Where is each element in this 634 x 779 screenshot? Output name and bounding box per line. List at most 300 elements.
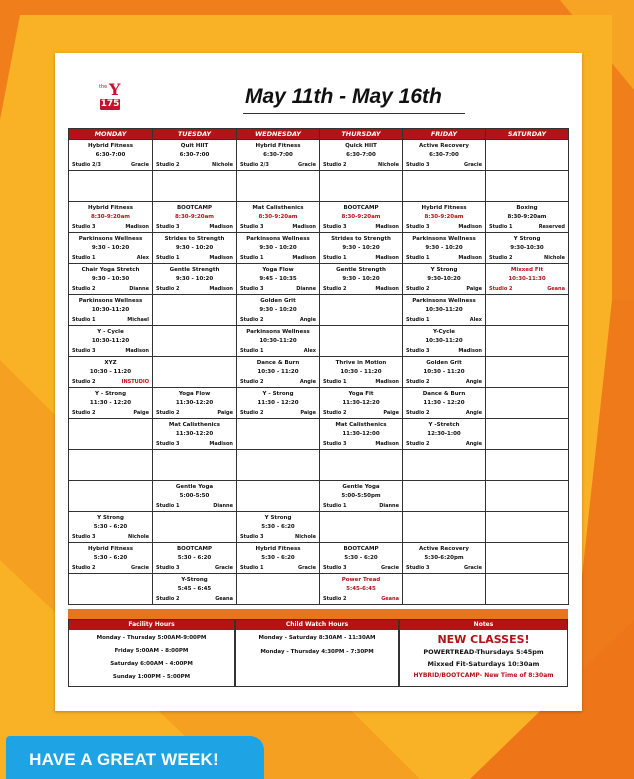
class-name: Yoga Flow xyxy=(262,267,294,273)
empty-cell xyxy=(486,295,569,326)
empty-cell xyxy=(69,481,153,512)
class-name: Active Recovery xyxy=(419,143,469,149)
empty-cell xyxy=(403,512,486,543)
title-underline xyxy=(243,113,465,114)
class-schedule-table xyxy=(68,128,569,605)
schedule-row xyxy=(69,295,569,326)
class-name: Y - Strong xyxy=(94,391,127,397)
class-studio: Studio 1 xyxy=(323,503,347,509)
schedule-row xyxy=(69,543,569,574)
class-cell xyxy=(153,419,237,450)
notes-panel xyxy=(399,619,568,687)
class-instructor: INSTUDIO xyxy=(121,379,149,385)
class-cell xyxy=(237,295,320,326)
empty-cell xyxy=(153,171,237,202)
class-instructor: Gracie xyxy=(297,162,316,168)
class-studio: Studio 1 xyxy=(406,317,430,323)
class-cell xyxy=(237,233,320,264)
class-time: 9:30 - 10:20 xyxy=(342,245,380,251)
class-time: 10:30 - 11:20 xyxy=(340,369,382,375)
class-cell xyxy=(403,419,486,450)
class-time: 6:30-7:00 xyxy=(429,152,459,158)
notes-line: HYBRID/BOOTCAMP- New Time of 8:30am xyxy=(413,672,554,679)
class-instructor: Dianne xyxy=(129,286,149,292)
class-time: 5:30 - 6:20 xyxy=(177,555,212,561)
class-studio: Studio 3 xyxy=(72,348,96,354)
class-time: 11:30-12:20 xyxy=(175,400,214,406)
class-name: Mixxed Fit xyxy=(510,267,544,273)
class-cell xyxy=(237,512,320,543)
empty-cell xyxy=(153,295,237,326)
greeting-banner xyxy=(6,736,264,779)
empty-cell xyxy=(403,171,486,202)
schedule-body xyxy=(69,140,569,605)
class-instructor: Reserved xyxy=(538,224,565,230)
logo-the: the xyxy=(99,84,108,90)
class-instructor: Madison xyxy=(375,379,399,385)
class-cell xyxy=(320,264,403,295)
class-time: 10:30-11:20 xyxy=(425,307,463,313)
empty-cell xyxy=(403,450,486,481)
empty-cell xyxy=(320,450,403,481)
class-instructor: Gracie xyxy=(463,162,482,168)
logo-anniversary: 175 xyxy=(100,99,120,109)
class-instructor: Dianne xyxy=(213,503,233,509)
class-time: 10:30-11:20 xyxy=(259,338,297,344)
child-watch-line: Monday - Thursday 4:30PM - 7:30PM xyxy=(260,649,374,655)
class-instructor: Gracie xyxy=(380,565,399,571)
class-name: Strides to Strength xyxy=(164,236,225,242)
class-name: Y Strong xyxy=(430,267,458,273)
class-cell xyxy=(69,357,153,388)
new-classes-headline: NEW CLASSES! xyxy=(437,633,530,646)
class-cell xyxy=(320,140,403,171)
class-name: Y - Strong xyxy=(262,391,294,397)
class-time: 9:30 - 10:20 xyxy=(91,245,130,251)
class-cell xyxy=(237,202,320,233)
class-instructor: Nichole xyxy=(212,162,233,168)
class-name: Mat Calisthenics xyxy=(168,422,221,428)
class-cell xyxy=(69,233,153,264)
class-cell xyxy=(69,140,153,171)
class-cell xyxy=(153,233,237,264)
class-instructor: Madison xyxy=(375,441,399,447)
schedule-row xyxy=(69,481,569,512)
class-time: 10:30-11:20 xyxy=(425,338,463,344)
class-time: 11:30 - 12:20 xyxy=(257,400,299,406)
class-time: 11:30-12:20 xyxy=(175,431,214,437)
class-time: 10:30-11:20 xyxy=(91,338,130,344)
class-instructor: Nichole xyxy=(378,162,399,168)
empty-cell xyxy=(69,171,153,202)
class-studio: Studio 2 xyxy=(240,410,264,416)
class-instructor: Alex xyxy=(469,317,482,323)
class-instructor: Gracie xyxy=(297,565,316,571)
empty-cell xyxy=(320,326,403,357)
class-name: BOOTCAMP xyxy=(343,205,379,211)
class-studio: Studio 2 xyxy=(406,379,430,385)
class-time: 9:30 - 10:30 xyxy=(91,276,130,282)
class-studio: Studio 2 xyxy=(72,410,96,416)
class-instructor: Dianne xyxy=(379,503,399,509)
class-studio: Studio 3 xyxy=(240,224,264,230)
class-cell xyxy=(486,233,569,264)
class-name: XYZ xyxy=(104,360,117,366)
class-cell xyxy=(153,388,237,419)
class-cell xyxy=(69,264,153,295)
class-studio: Studio 1 xyxy=(323,255,347,261)
class-studio: Studio 3 xyxy=(72,534,96,540)
class-time: 8:30-9:20am xyxy=(424,214,464,220)
day-header: WEDNESDAY xyxy=(237,129,320,140)
empty-cell xyxy=(237,574,320,605)
class-instructor: Madison xyxy=(458,348,482,354)
class-studio: Studio 2 xyxy=(72,286,96,292)
class-instructor: Alex xyxy=(303,348,316,354)
class-cell xyxy=(320,357,403,388)
class-cell xyxy=(320,202,403,233)
empty-cell xyxy=(237,419,320,450)
class-cell xyxy=(69,543,153,574)
notes-header: Notes xyxy=(400,620,567,630)
empty-cell xyxy=(69,574,153,605)
schedule-row xyxy=(69,357,569,388)
class-name: Golden Grit xyxy=(260,298,296,304)
class-time: 5:30-6:20pm xyxy=(424,555,464,561)
class-time: 10:30 - 11:20 xyxy=(423,369,465,375)
class-name: Y-Strong xyxy=(181,577,208,583)
class-name: Boxing xyxy=(516,205,538,211)
empty-cell xyxy=(153,357,237,388)
class-studio: Studio 2 xyxy=(489,255,513,261)
class-cell xyxy=(153,481,237,512)
class-time: 9:30 - 10:20 xyxy=(175,245,214,251)
class-name: Strides to Strength xyxy=(331,236,391,242)
schedule-row xyxy=(69,140,569,171)
class-cell xyxy=(153,264,237,295)
class-time: 5:45-6:45 xyxy=(346,586,376,592)
schedule-row xyxy=(69,326,569,357)
class-cell xyxy=(237,264,320,295)
class-instructor: Nichole xyxy=(128,534,149,540)
class-name: Mat Calisthenics xyxy=(335,422,387,428)
class-cell xyxy=(153,543,237,574)
class-studio: Studio 3 xyxy=(323,441,347,447)
day-header: FRIDAY xyxy=(403,129,486,140)
class-name: Hybrid Fitness xyxy=(87,546,134,552)
empty-cell xyxy=(237,481,320,512)
class-time: 11:30 - 12:20 xyxy=(423,400,465,406)
notes-line: Mixxed Fit-Saturdays 10:30am xyxy=(427,660,540,668)
class-name: Hybrid Fitness xyxy=(255,546,301,552)
class-instructor: Madison xyxy=(458,255,482,261)
class-name: Gentle Strength xyxy=(169,267,220,273)
empty-cell xyxy=(153,326,237,357)
class-cell xyxy=(69,202,153,233)
class-name: Quick HIIT xyxy=(345,143,377,149)
class-name: Hybrid Fitness xyxy=(87,205,134,211)
class-instructor: Madison xyxy=(375,224,399,230)
class-studio: Studio 1 xyxy=(72,317,96,323)
class-instructor: Madison xyxy=(209,286,233,292)
class-name: Y-Cycle xyxy=(433,329,455,335)
class-name: Dance & Burn xyxy=(256,360,300,366)
class-instructor: Alex xyxy=(136,255,149,261)
class-cell xyxy=(320,481,403,512)
child-watch-line: Monday - Saturday 8:30AM - 11:30AM xyxy=(258,635,376,641)
class-cell xyxy=(153,574,237,605)
empty-cell xyxy=(486,574,569,605)
class-name: BOOTCAMP xyxy=(176,205,213,211)
class-name: Y - Cycle xyxy=(97,329,124,335)
class-time: 11:30-12:00 xyxy=(342,431,380,437)
class-instructor: Gracie xyxy=(130,565,149,571)
class-cell xyxy=(69,295,153,326)
class-cell xyxy=(237,388,320,419)
class-instructor: Madison xyxy=(458,224,482,230)
class-instructor: Madison xyxy=(209,255,233,261)
class-name: Parkinsons Wellness xyxy=(78,298,143,304)
empty-cell xyxy=(237,450,320,481)
class-studio: Studio 2 xyxy=(406,410,430,416)
class-time: 5:00-5:50pm xyxy=(341,493,381,499)
day-header: TUESDAY xyxy=(153,129,237,140)
class-cell xyxy=(403,202,486,233)
class-cell xyxy=(403,295,486,326)
class-studio: Studio 2 xyxy=(489,286,513,292)
day-header: SATURDAY xyxy=(486,129,569,140)
class-cell xyxy=(153,140,237,171)
class-time: 6:30-7:00 xyxy=(263,152,293,158)
class-studio: Studio 2 xyxy=(323,596,347,602)
schedule-row xyxy=(69,202,569,233)
class-cell xyxy=(320,574,403,605)
class-time: 9:30 - 10:20 xyxy=(175,276,214,282)
class-time: 6:30-7:00 xyxy=(346,152,376,158)
class-time: 5:30 - 6:20 xyxy=(261,555,295,561)
class-studio: Studio 1 xyxy=(489,224,513,230)
facility-hours-line: Sunday 1:00PM - 5:00PM xyxy=(112,674,191,680)
class-studio: Studio 2/3 xyxy=(240,162,269,168)
class-name: Hybrid Fitness xyxy=(255,143,301,149)
class-time: 5:00-5:50 xyxy=(179,493,210,499)
class-name: Gentle Yoga xyxy=(175,484,214,490)
class-name: Thrive in Motion xyxy=(335,360,387,366)
class-cell xyxy=(403,264,486,295)
class-instructor: Madison xyxy=(292,224,316,230)
schedule-sheet xyxy=(55,53,582,711)
class-name: Yoga Fit xyxy=(348,391,374,397)
class-name: Yoga Flow xyxy=(178,391,211,397)
facility-hours-header: Facility Hours xyxy=(69,620,234,630)
class-time: 8:30-9:20am xyxy=(174,214,215,220)
class-name: Hybrid Fitness xyxy=(87,143,134,149)
class-instructor: Nichole xyxy=(295,534,316,540)
class-instructor: Paige xyxy=(133,410,149,416)
class-studio: Studio 1 xyxy=(156,503,180,509)
schedule-row xyxy=(69,264,569,295)
class-studio: Studio 3 xyxy=(406,348,430,354)
empty-cell xyxy=(403,481,486,512)
class-time: 9:45 - 10:35 xyxy=(259,276,297,282)
class-studio: Studio 2 xyxy=(72,565,96,571)
class-name: BOOTCAMP xyxy=(343,546,379,552)
class-name: Parkinsons Wellness xyxy=(246,329,310,335)
class-cell xyxy=(486,202,569,233)
empty-cell xyxy=(320,512,403,543)
class-cell xyxy=(403,326,486,357)
class-cell xyxy=(320,419,403,450)
facility-hours-line: Monday - Thursday 5:00AM-9:00PM xyxy=(96,635,207,641)
class-studio: Studio 2 xyxy=(406,286,430,292)
ymca-logo xyxy=(95,82,131,114)
class-instructor: Geana xyxy=(381,596,399,602)
class-studio: Studio 2 xyxy=(323,410,347,416)
class-cell xyxy=(320,388,403,419)
class-time: 11:30-12:20 xyxy=(342,400,380,406)
class-studio: Studio 3 xyxy=(156,565,180,571)
class-name: Golden Grit xyxy=(426,360,462,366)
empty-cell xyxy=(486,171,569,202)
class-time: 10:30 - 11:20 xyxy=(89,369,132,375)
notes-line: POWERTREAD-Thursdays 5:45pm xyxy=(423,648,544,656)
schedule-row xyxy=(69,171,569,202)
empty-cell xyxy=(486,388,569,419)
class-instructor: Madison xyxy=(375,286,399,292)
class-cell xyxy=(403,233,486,264)
class-time: 5:45 - 6:45 xyxy=(177,586,212,592)
class-cell xyxy=(237,357,320,388)
class-name: Parkinsons Wellness xyxy=(412,298,476,304)
class-studio: Studio 2 xyxy=(240,317,264,323)
class-time: 9:30 - 10:20 xyxy=(259,245,297,251)
class-time: 10:30-11:30 xyxy=(508,276,546,282)
facility-hours-panel xyxy=(68,619,235,687)
class-name: Y Strong xyxy=(264,515,292,521)
class-studio: Studio 3 xyxy=(406,224,430,230)
class-time: 12:30-1:00 xyxy=(427,431,461,437)
schedule-title: May 11th - May 16th xyxy=(245,85,442,108)
class-studio: Studio 3 xyxy=(240,286,264,292)
class-time: 8:30-9:20am xyxy=(258,214,298,220)
empty-cell xyxy=(237,171,320,202)
class-name: Mat Calisthenics xyxy=(252,205,304,211)
class-cell xyxy=(486,264,569,295)
footer-divider xyxy=(68,609,568,619)
class-time: 5:30 - 6:20 xyxy=(261,524,295,530)
class-time: 9:30-10:30 xyxy=(510,245,544,251)
class-instructor: Paige xyxy=(300,410,316,416)
class-cell xyxy=(69,388,153,419)
schedule-row xyxy=(69,512,569,543)
class-instructor: Madison xyxy=(292,255,316,261)
class-studio: Studio 2 xyxy=(156,410,180,416)
empty-cell xyxy=(320,171,403,202)
day-header: THURSDAY xyxy=(320,129,403,140)
class-studio: Studio 2 xyxy=(323,286,347,292)
class-studio: Studio 1 xyxy=(240,565,264,571)
class-instructor: Nichole xyxy=(544,255,565,261)
class-name: Y Strong xyxy=(513,236,541,242)
class-instructor: Gracie xyxy=(214,565,233,571)
class-studio: Studio 2 xyxy=(240,379,264,385)
class-instructor: Geana xyxy=(547,286,565,292)
class-name: Parkinsons Wellness xyxy=(412,236,476,242)
class-studio: Studio 2 xyxy=(406,441,430,447)
class-cell xyxy=(320,233,403,264)
class-time: 8:30-9:20am xyxy=(507,214,547,220)
class-cell xyxy=(403,140,486,171)
class-time: 8:30-9:20am xyxy=(341,214,381,220)
child-watch-panel xyxy=(235,619,399,687)
facility-hours-line: Saturday 6:00AM - 4:00PM xyxy=(110,661,193,667)
class-instructor: Angie xyxy=(465,379,482,385)
empty-cell xyxy=(69,419,153,450)
class-studio: Studio 3 xyxy=(156,441,180,447)
empty-cell xyxy=(486,512,569,543)
class-instructor: Angie xyxy=(465,441,482,447)
class-name: Parkinsons Wellness xyxy=(246,236,310,242)
class-instructor: Paige xyxy=(217,410,233,416)
class-studio: Studio 2/3 xyxy=(72,162,101,168)
class-time: 6:30-7:00 xyxy=(179,152,210,158)
facility-hours-line: Friday 5:00AM - 8:00PM xyxy=(114,648,189,654)
class-studio: Studio 1 xyxy=(240,348,264,354)
empty-cell xyxy=(153,512,237,543)
empty-cell xyxy=(486,481,569,512)
class-instructor: Angie xyxy=(299,379,316,385)
class-name: Gentle Strength xyxy=(336,267,386,273)
class-cell xyxy=(403,388,486,419)
class-cell xyxy=(320,543,403,574)
class-cell xyxy=(237,543,320,574)
class-instructor: Michael xyxy=(127,317,149,323)
class-studio: Studio 1 xyxy=(406,255,430,261)
class-time: 10:30 - 11:20 xyxy=(257,369,299,375)
class-time: 9:30 - 10:20 xyxy=(425,245,463,251)
class-instructor: Gracie xyxy=(130,162,149,168)
class-studio: Studio 2 xyxy=(323,162,347,168)
child-watch-header: Child Watch Hours xyxy=(236,620,398,630)
schedule-row xyxy=(69,388,569,419)
class-studio: Studio 3 xyxy=(406,162,430,168)
empty-cell xyxy=(486,140,569,171)
class-name: Dance & Burn xyxy=(422,391,466,397)
class-instructor: Geana xyxy=(215,596,233,602)
empty-cell xyxy=(69,450,153,481)
class-studio: Studio 3 xyxy=(72,224,96,230)
class-instructor: Dianne xyxy=(296,286,316,292)
class-studio: Studio 2 xyxy=(156,162,180,168)
class-name: Y -Stretch xyxy=(428,422,460,428)
empty-cell xyxy=(486,419,569,450)
empty-cell xyxy=(403,574,486,605)
empty-cell xyxy=(486,450,569,481)
class-studio: Studio 2 xyxy=(156,286,180,292)
class-name: Gentle Yoga xyxy=(342,484,380,490)
class-time: 10:30-11:20 xyxy=(91,307,130,313)
class-studio: Studio 1 xyxy=(240,255,264,261)
greeting-banner-text: HAVE A GREAT WEEK! xyxy=(29,750,219,769)
class-name: Active Recovery xyxy=(419,546,469,552)
class-instructor: Angie xyxy=(299,317,316,323)
class-studio: Studio 3 xyxy=(323,565,347,571)
schedule-row xyxy=(69,233,569,264)
class-instructor: Madison xyxy=(209,441,233,447)
empty-cell xyxy=(486,326,569,357)
class-instructor: Madison xyxy=(209,224,233,230)
day-header: MONDAY xyxy=(69,129,153,140)
